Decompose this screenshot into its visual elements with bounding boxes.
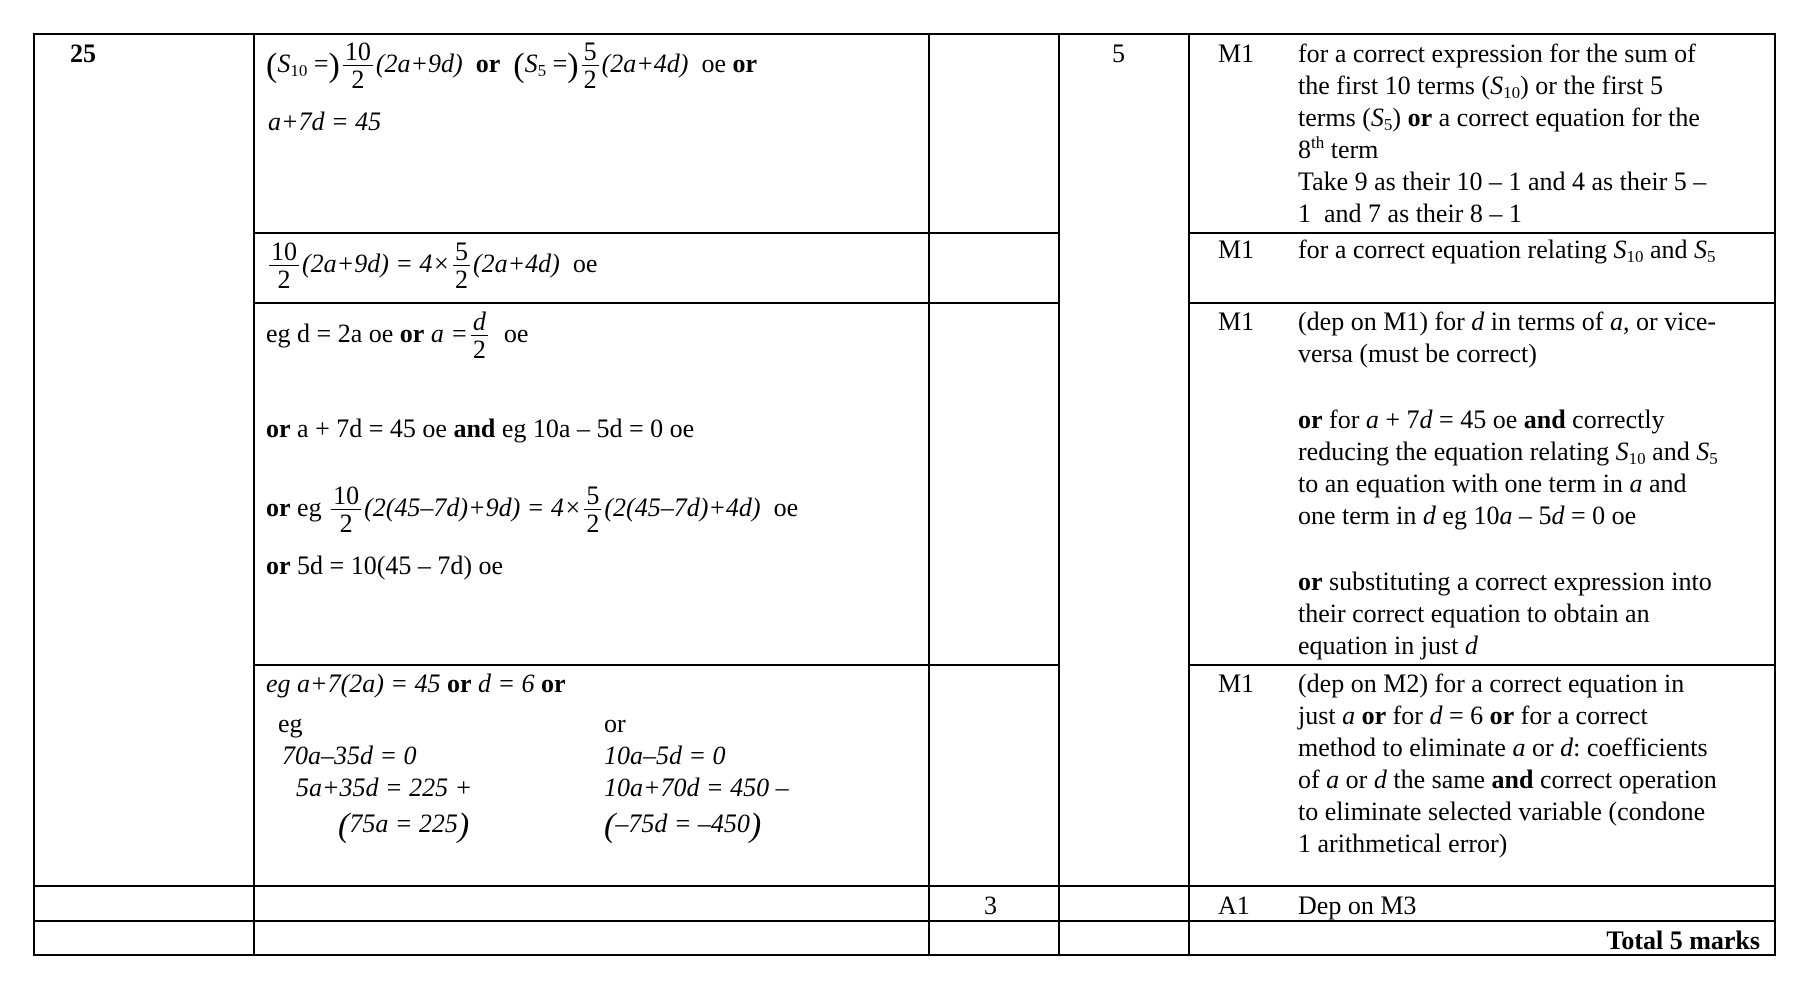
rule-right xyxy=(1774,33,1776,956)
row4-note-4: of a or d the same and correct operation xyxy=(1298,765,1717,794)
row1-note-3: terms $(S_5)$ or a correct equation for the xyxy=(1298,103,1700,134)
row1-note-2: the first 10 terms $(S_{10})$ or the first 5 xyxy=(1298,71,1664,102)
row3-working-line3: or eg $\frac{10}{2}$ (2(45–7d)+9d) = 4× $\frac{5}{2}$ (2(45–7d)+4d) oe xyxy=(266,481,799,539)
row4-mark: M1 xyxy=(1218,669,1255,698)
rule-row3-bottom-notes xyxy=(1188,664,1776,666)
rule-top xyxy=(33,33,1776,35)
row4-note-2: just a or for d = 6 or for a correct xyxy=(1298,701,1648,730)
rule-row3-bottom xyxy=(253,664,1060,666)
rule-row5-bottom xyxy=(33,920,1776,922)
row3-note-8: their correct equation to obtain an xyxy=(1298,599,1650,628)
row4-left-line3: (75a = 225) xyxy=(338,807,470,845)
row3-note-5: to an equation with one term in a and xyxy=(1298,469,1687,498)
fraction: $\frac{10}{2}$ xyxy=(271,237,297,295)
row3-note-6: one term in d eg 10a – 5d = 0 oe xyxy=(1298,501,1637,530)
row4-right-line1: 10a–5d = 0 xyxy=(604,741,726,770)
row3-working-line1: eg d = 2a oe or a = $\frac{d}{2}$ oe xyxy=(266,307,529,365)
row1-working-line2: a+7d = 45 xyxy=(268,107,382,136)
fraction: $\frac{10}{2}$ xyxy=(333,481,360,539)
row4-left-line1: 70a–35d = 0 xyxy=(282,741,417,770)
rule-row4-bottom xyxy=(33,885,1776,887)
row2-working: $\frac{10}{2}$ (2a+9d) = 4× $\frac{5}{2}$ (2a+4d) oe xyxy=(271,237,598,295)
part-marks-value: 3 xyxy=(984,891,997,920)
fraction: $\frac{10}{2}$ xyxy=(344,37,371,95)
rule-col5 xyxy=(1188,33,1190,956)
row1-note-1: for a correct expression for the sum of xyxy=(1298,39,1696,68)
row3-note-7: or substituting a correct expression into xyxy=(1298,567,1712,596)
row4-note-1: (dep on M2) for a correct equation in xyxy=(1298,669,1685,698)
row4-right-head: or xyxy=(604,709,626,738)
fraction: $\frac{5}{2}$ xyxy=(583,37,597,95)
row3-mark: M1 xyxy=(1218,307,1255,336)
rule-left xyxy=(33,33,35,956)
rule-bottom xyxy=(33,954,1776,956)
row4-left-head: eg xyxy=(278,709,303,738)
row4-working-top: eg a+7(2a) = 45 or d = 6 or xyxy=(266,669,566,698)
rule-col4 xyxy=(1058,33,1060,956)
row1-note-6: 1 and 7 as their 8 – 1 xyxy=(1298,199,1522,228)
row1-mark: M1 xyxy=(1218,39,1255,68)
row3-note-9: equation in just d xyxy=(1298,631,1478,660)
rule-col3 xyxy=(928,33,930,956)
rule-row2-bottom-notes xyxy=(1188,302,1776,304)
rule-col2 xyxy=(253,33,255,956)
row3-note-3: or for a + 7d = 45 oe and correctly xyxy=(1298,405,1665,434)
fraction: $\frac{5}{2}$ xyxy=(586,481,600,539)
row3-working-line4: or 5d = 10(45 – 7d) oe xyxy=(266,551,504,580)
row4-note-3: method to eliminate a or d: coefficients xyxy=(1298,733,1708,762)
fraction: $\frac{5}{2}$ xyxy=(454,237,468,295)
row4-right-line3: (–75d = –450) xyxy=(604,807,762,845)
rule-row1-bottom xyxy=(253,232,1060,234)
total-marks-value: 5 xyxy=(1112,39,1125,68)
row2-mark: M1 xyxy=(1218,235,1255,264)
question-number: 25 xyxy=(70,39,96,68)
rule-row2-bottom xyxy=(253,302,1060,304)
row4-right-line2: 10a+70d = 450 – xyxy=(604,773,789,802)
row4-note-6: 1 arithmetical error) xyxy=(1298,829,1508,858)
row3-note-2: versa (must be correct) xyxy=(1298,339,1537,368)
row5-note-1: Dep on M3 xyxy=(1298,891,1417,920)
row1-working: ($S_{10}$ =) $\frac{10}{2}$ (2a+9d) or ($S_5$ =) $\frac{5}{2}$ (2a+4d) oe or xyxy=(266,37,758,95)
row4-left-line2: 5a+35d = 225 + xyxy=(296,773,473,802)
row3-note-1: (dep on M1) for d in terms of a, or vice- xyxy=(1298,307,1717,336)
row3-working-line2: or a + 7d = 45 oe and eg 10a – 5d = 0 oe xyxy=(266,414,695,443)
row2-note-1: for a correct equation relating $S_{10}$ and $S_5$ xyxy=(1298,235,1716,266)
row1-note-5: Take 9 as their 10 – 1 and 4 as their 5 – xyxy=(1298,167,1707,196)
row5-mark: A1 xyxy=(1218,891,1250,920)
row1-note-4: 8th term xyxy=(1298,133,1379,164)
row4-note-5: to eliminate selected variable (condone xyxy=(1298,797,1706,826)
total-marks-label: Total 5 marks xyxy=(1606,926,1760,955)
row3-note-4: reducing the equation relating $S_{10}$ and $S_5$ xyxy=(1298,437,1718,468)
fraction: $\frac{d}{2}$ xyxy=(472,307,486,365)
